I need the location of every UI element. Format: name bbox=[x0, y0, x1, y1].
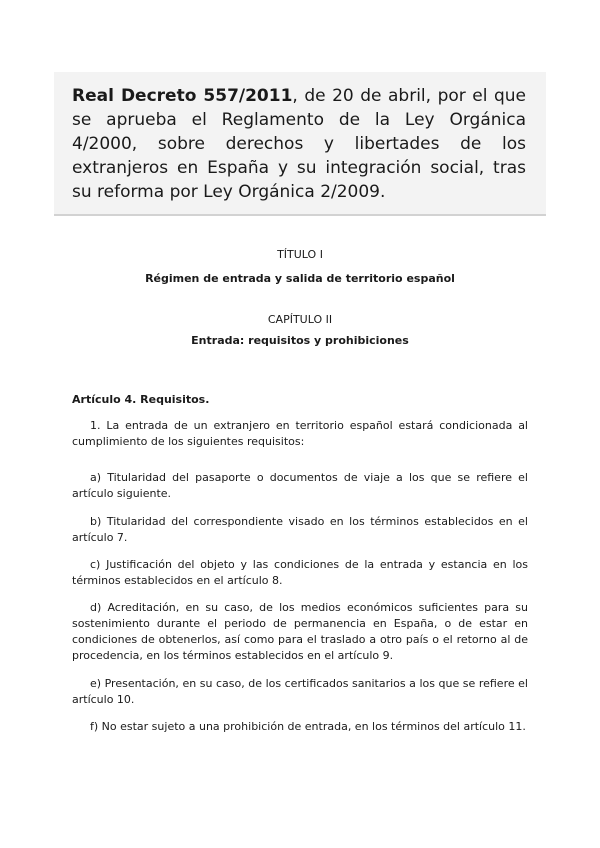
article-intro: 1. La entrada de un extranjero en territorio español estará condicionada al cumplimiento de los siguientes requisitos: bbox=[72, 419, 528, 448]
requirement-a: a) Titularidad del pasaporte o documentos de viaje a los que se refiere el artículo siguiente. bbox=[72, 471, 528, 500]
decree-title-box bbox=[54, 72, 546, 216]
requirement-f: f) No estar sujeto a una prohibición de entrada, en los términos del artículo 11. bbox=[90, 720, 526, 733]
requirement-d: d) Acreditación, en su caso, de los medios económicos suficientes para su sostenimiento durante el periodo de permanencia en España, o de estar en condiciones de obtenerlos, así como para el traslado a otro país o el retorno al de procedencia, en los términos establecidos en el artículo 9. bbox=[72, 601, 528, 662]
titulo-label: TÍTULO I bbox=[277, 248, 323, 261]
decree-description: , de 20 de abril, por el que se aprueba el Reglamento de la Ley Orgánica 4/2000, sobre derechos y libertades de los extranjeros en España y su integración social, tras su reforma por Ley Orgánica 2/2009. bbox=[72, 86, 526, 202]
requirement-b: b) Titularidad del correspondiente visado en los términos establecidos en el artículo 7. bbox=[72, 515, 528, 544]
decree-number: Real Decreto 557/2011 bbox=[72, 86, 293, 106]
article-heading: Artículo 4. Requisitos. bbox=[72, 393, 210, 406]
capitulo-label: CAPÍTULO II bbox=[267, 313, 333, 326]
capitulo-name: Entrada: requisitos y prohibiciones bbox=[191, 334, 409, 347]
titulo-name: Régimen de entrada y salida de territorio español bbox=[145, 272, 455, 285]
requirement-c: c) Justificación del objeto y las condiciones de la entrada y estancia en los términos establecidos en el artículo 8. bbox=[72, 558, 528, 587]
decree-title bbox=[72, 84, 526, 204]
requirement-e: e) Presentación, en su caso, de los certificados sanitarios a los que se refiere el artículo 10. bbox=[72, 677, 528, 706]
